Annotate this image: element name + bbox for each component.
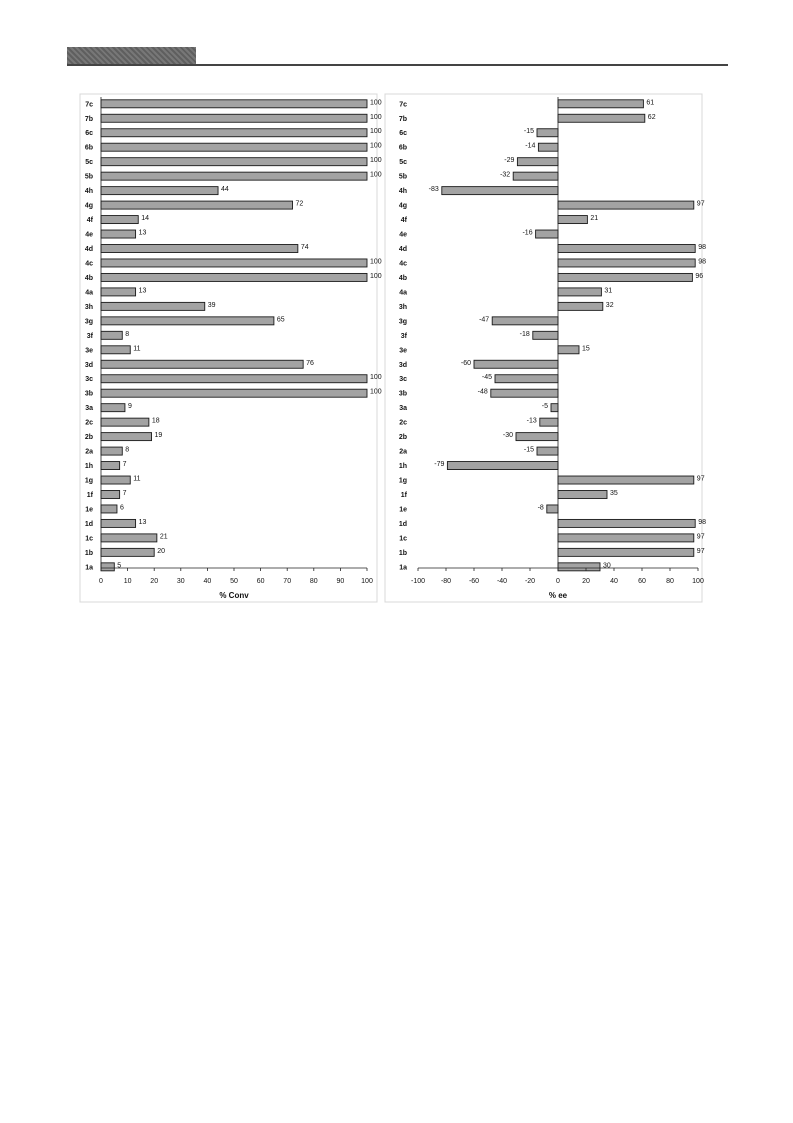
category-label: 1b xyxy=(84,549,93,557)
category-label: 1h xyxy=(398,463,407,471)
data-label: 96 xyxy=(695,272,704,280)
data-label: -45 xyxy=(481,374,492,382)
bar xyxy=(474,360,558,368)
category-label: 3a xyxy=(399,405,407,413)
bar xyxy=(495,375,558,383)
x-axis-label: % ee xyxy=(548,591,568,600)
category-label: 1a xyxy=(85,564,93,572)
category-label: 4a xyxy=(399,289,407,297)
category-label: 1g xyxy=(398,477,407,485)
x-tick-label: 0 xyxy=(556,578,560,585)
bar xyxy=(492,317,558,325)
data-label: 100 xyxy=(370,388,382,396)
data-label: 8 xyxy=(125,446,130,454)
bar xyxy=(558,476,694,484)
bar xyxy=(558,216,587,224)
category-label: 1a xyxy=(399,564,407,572)
data-label: -8 xyxy=(537,504,544,512)
category-label: 3d xyxy=(398,361,407,369)
category-label: 2c xyxy=(85,419,93,427)
category-label: 4e xyxy=(399,231,407,239)
data-label: 21 xyxy=(590,215,599,223)
data-label: 9 xyxy=(127,403,132,411)
category-label: 6b xyxy=(84,144,93,152)
bar xyxy=(558,519,695,527)
category-label: 3d xyxy=(84,361,93,369)
category-label: 3f xyxy=(86,332,93,340)
bar xyxy=(558,534,694,542)
category-label: 4b xyxy=(84,274,93,282)
data-label: 100 xyxy=(370,157,382,165)
bar xyxy=(537,129,558,137)
bar xyxy=(517,158,558,166)
bar xyxy=(558,490,607,498)
data-label: 100 xyxy=(370,99,382,107)
data-label: 14 xyxy=(141,215,150,223)
data-label: 20 xyxy=(157,547,165,555)
data-label: 62 xyxy=(647,113,656,121)
category-label: 4g xyxy=(398,202,407,210)
category-label: 4h xyxy=(84,188,93,196)
data-label: -15 xyxy=(523,446,534,454)
x-tick-label: 100 xyxy=(361,578,373,585)
data-label: 65 xyxy=(276,316,285,324)
x-tick-label: 30 xyxy=(176,578,185,585)
category-label: 2a xyxy=(399,448,407,456)
category-label: 7c xyxy=(85,101,93,109)
x-tick-label: 80 xyxy=(309,578,318,585)
category-label: 1g xyxy=(84,477,93,485)
category-label: 1b xyxy=(398,549,407,557)
category-label: 2a xyxy=(85,448,93,456)
category-label: 1c xyxy=(399,535,407,543)
x-tick-label: 40 xyxy=(610,578,618,585)
x-tick-label: -40 xyxy=(496,578,508,585)
data-label: 35 xyxy=(610,489,618,497)
x-tick-label: 20 xyxy=(582,578,590,585)
data-label: 98 xyxy=(698,244,706,251)
data-label: 97 xyxy=(696,200,705,208)
category-label: 3a xyxy=(85,405,93,413)
data-label: 19 xyxy=(154,432,163,440)
data-label: 13 xyxy=(138,229,147,237)
category-label: 3e xyxy=(399,347,407,355)
bar xyxy=(558,548,694,556)
category-label: 6c xyxy=(399,130,407,138)
data-label: 7 xyxy=(122,489,127,497)
category-label: 1d xyxy=(398,520,407,528)
data-label: -32 xyxy=(500,171,511,179)
x-tick-label: -60 xyxy=(468,578,480,585)
data-label: -14 xyxy=(525,142,536,150)
category-label: 3c xyxy=(399,376,407,384)
category-label: 2c xyxy=(399,419,407,427)
data-label: 97 xyxy=(696,475,705,483)
data-label: 74 xyxy=(300,244,309,251)
category-label: 6b xyxy=(398,144,407,152)
data-label: 100 xyxy=(370,258,382,266)
x-tick-label: 60 xyxy=(256,578,265,585)
data-label: -16 xyxy=(522,229,533,237)
category-label: 7c xyxy=(399,101,407,109)
data-label: -60 xyxy=(460,359,471,367)
x-tick-label: -100 xyxy=(410,578,426,585)
data-label: -30 xyxy=(502,432,513,440)
x-tick-label: 80 xyxy=(666,578,674,585)
data-label: 97 xyxy=(696,547,705,555)
category-label: 4g xyxy=(84,202,93,210)
data-label: 100 xyxy=(370,272,382,280)
data-label: 44 xyxy=(221,186,229,194)
category-label: 4a xyxy=(85,289,93,297)
bar xyxy=(538,143,558,151)
data-label: 6 xyxy=(119,504,124,512)
data-label: 97 xyxy=(696,533,705,541)
x-tick-label: 50 xyxy=(230,578,238,585)
data-label: 8 xyxy=(125,330,130,338)
bar xyxy=(558,114,645,122)
bar xyxy=(558,273,692,281)
x-tick-label: -20 xyxy=(524,578,536,585)
bar xyxy=(442,187,558,195)
data-label: 39 xyxy=(207,301,216,309)
category-label: 1d xyxy=(84,520,93,528)
category-label: 4e xyxy=(85,231,93,239)
data-label: 7 xyxy=(122,461,127,469)
bar xyxy=(558,259,695,267)
category-label: 2b xyxy=(398,434,407,442)
category-label: 4f xyxy=(400,217,407,225)
data-label: 30 xyxy=(603,562,611,570)
category-label: 7b xyxy=(398,115,407,123)
category-label: 3b xyxy=(84,390,93,398)
data-label: -18 xyxy=(519,330,530,338)
x-tick-label: 70 xyxy=(283,578,292,585)
x-tick-label: -80 xyxy=(440,578,452,585)
data-label: 100 xyxy=(370,113,382,121)
data-label: 18 xyxy=(151,417,160,425)
category-label: 1e xyxy=(85,506,93,514)
data-label: -29 xyxy=(504,157,515,165)
bar xyxy=(513,172,558,180)
x-tick-label: 0 xyxy=(99,578,103,585)
category-label: 5b xyxy=(84,173,93,181)
data-label: -79 xyxy=(434,461,445,469)
category-label: 3g xyxy=(398,318,407,326)
data-label: 61 xyxy=(646,99,655,107)
data-label: 31 xyxy=(604,287,613,295)
category-label: 5c xyxy=(399,159,407,167)
data-label: 15 xyxy=(582,345,590,353)
data-label: -47 xyxy=(479,316,490,324)
category-label: 4d xyxy=(398,246,407,253)
bar xyxy=(558,346,579,354)
category-label: 1f xyxy=(400,491,407,499)
data-label: -13 xyxy=(526,417,537,425)
data-label: 100 xyxy=(370,171,382,179)
x-tick-label: 90 xyxy=(336,578,345,585)
category-label: 3h xyxy=(84,303,93,311)
category-label: 4c xyxy=(399,260,407,268)
bar xyxy=(558,201,694,209)
category-label: 3g xyxy=(84,318,93,326)
category-label: 1f xyxy=(86,491,93,499)
bar xyxy=(551,404,558,412)
category-label: 4d xyxy=(84,246,93,253)
data-label: 5 xyxy=(117,562,122,570)
category-label: 5c xyxy=(85,159,93,167)
bar xyxy=(558,288,601,296)
data-label: 11 xyxy=(133,345,141,353)
data-label: -48 xyxy=(477,388,488,396)
x-tick-label: 60 xyxy=(638,578,646,585)
bar xyxy=(533,331,558,339)
category-label: 7b xyxy=(84,115,93,123)
category-label: 4f xyxy=(86,217,93,225)
category-label: 3b xyxy=(398,390,407,398)
category-label: 3e xyxy=(85,347,93,355)
x-axis-label: % Conv xyxy=(219,591,249,600)
data-label: 76 xyxy=(306,359,314,367)
category-label: 1c xyxy=(85,535,93,543)
category-label: 3c xyxy=(85,376,93,384)
data-label: 72 xyxy=(295,200,304,208)
category-label: 6c xyxy=(85,130,93,138)
category-label: 4h xyxy=(398,188,407,196)
data-label: 21 xyxy=(159,533,168,541)
bar xyxy=(547,505,558,513)
data-label: -83 xyxy=(428,186,439,194)
data-label: 13 xyxy=(138,518,147,526)
bar xyxy=(447,462,558,470)
data-label: 100 xyxy=(370,128,382,136)
bar xyxy=(537,447,558,455)
bar xyxy=(491,389,558,397)
category-label: 4b xyxy=(398,274,407,282)
data-label: -5 xyxy=(541,403,548,411)
data-label: 100 xyxy=(370,142,382,150)
bar xyxy=(540,418,558,426)
data-label: 98 xyxy=(698,258,706,266)
data-label: 98 xyxy=(698,518,706,526)
category-label: 4c xyxy=(85,260,93,268)
x-tick-label: 40 xyxy=(203,578,212,585)
category-label: 1h xyxy=(84,463,93,471)
bar xyxy=(558,100,643,108)
bar xyxy=(558,245,695,253)
category-label: 5b xyxy=(398,173,407,181)
x-tick-label: 10 xyxy=(123,578,132,585)
bar xyxy=(516,433,558,441)
data-label: 100 xyxy=(370,374,382,382)
x-tick-label: 100 xyxy=(692,578,704,585)
data-label: 13 xyxy=(138,287,147,295)
category-label: 2b xyxy=(84,434,93,442)
bar xyxy=(558,563,600,571)
bar xyxy=(558,302,603,310)
category-label: 3f xyxy=(400,332,407,340)
bar xyxy=(536,230,558,238)
data-label: -15 xyxy=(523,128,534,136)
category-label: 1e xyxy=(399,506,407,514)
x-tick-label: 20 xyxy=(150,578,159,585)
category-label: 3h xyxy=(398,303,407,311)
data-label: 32 xyxy=(605,301,614,309)
data-label: 11 xyxy=(133,475,141,483)
